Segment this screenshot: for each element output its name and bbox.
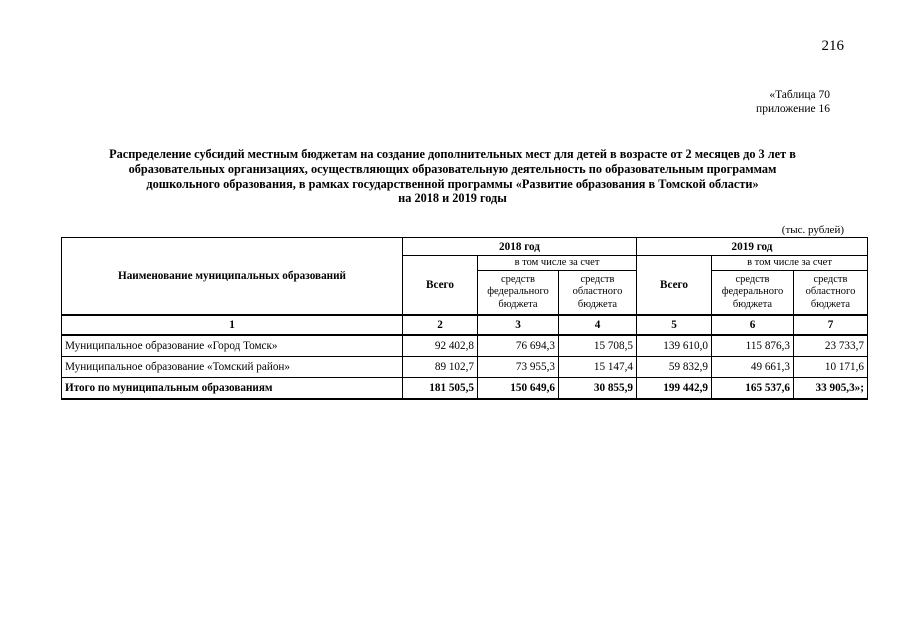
appendix-ref-line: приложение 16	[756, 103, 830, 115]
column-number: 1	[62, 315, 403, 335]
cell-value: 181 505,5	[403, 378, 478, 400]
header-total-2019: Всего	[637, 256, 712, 316]
cell-value: 115 876,3	[712, 335, 794, 357]
header-federal-2019: средств федерального бюджета	[712, 271, 794, 316]
column-number: 6	[712, 315, 794, 335]
title-line: на 2018 и 2019 годы	[398, 191, 507, 206]
units-label: (тыс. рублей)	[781, 224, 844, 236]
header-including-2018: в том числе за счет	[478, 256, 637, 271]
column-number: 7	[794, 315, 868, 335]
header-federal-2018: средств федерального бюджета	[478, 271, 559, 316]
cell-value: 139 610,0	[637, 335, 712, 357]
municipality-name: Муниципальное образование «Томский район»	[62, 357, 403, 378]
table-ref-line: «Таблица 70	[769, 89, 830, 101]
cell-value: 73 955,3	[478, 357, 559, 378]
subsidy-table	[61, 237, 868, 400]
table-row	[62, 357, 868, 378]
cell-value: 59 832,9	[637, 357, 712, 378]
cell-value: 165 537,6	[712, 378, 794, 400]
header-municipality: Наименование муниципальных образований	[62, 238, 403, 316]
cell-value: 15 147,4	[559, 357, 637, 378]
header-year-2019: 2019 год	[637, 238, 868, 256]
column-number: 5	[637, 315, 712, 335]
document-title	[40, 147, 865, 206]
header-total-2018: Всего	[403, 256, 478, 316]
cell-value: 92 402,8	[403, 335, 478, 357]
cell-value: 89 102,7	[403, 357, 478, 378]
column-number: 3	[478, 315, 559, 335]
table-reference	[640, 88, 830, 116]
cell-value: 15 708,5	[559, 335, 637, 357]
total-row	[62, 378, 868, 400]
column-number: 2	[403, 315, 478, 335]
cell-value: 150 649,6	[478, 378, 559, 400]
total-label: Итого по муниципальным образованиям	[62, 378, 403, 400]
header-regional-2019: средств областного бюджета	[794, 271, 868, 316]
table-row	[62, 335, 868, 357]
title-line: Распределение субсидий местным бюджетам на создание дополнительных мест для детей в возрасте от 2 месяцев до 3 лет в	[109, 147, 796, 161]
column-number: 4	[559, 315, 637, 335]
municipality-name: Муниципальное образование «Город Томск»	[62, 335, 403, 357]
cell-value: 30 855,9	[559, 378, 637, 400]
cell-value: 199 442,9	[637, 378, 712, 400]
page-number: 216	[821, 38, 844, 54]
header-including-2019: в том числе за счет	[712, 256, 868, 271]
cell-value: 49 661,3	[712, 357, 794, 378]
title-line: образовательных организациях, осуществляющих образовательную деятельность по образовательным программам	[128, 161, 777, 176]
cell-value: 23 733,7	[794, 335, 868, 357]
cell-value: 33 905,3»;	[794, 378, 868, 400]
cell-value: 10 171,6	[794, 357, 868, 378]
header-regional-2018: средств областного бюджета	[559, 271, 637, 316]
header-year-2018: 2018 год	[403, 238, 637, 256]
cell-value: 76 694,3	[478, 335, 559, 357]
title-line: дошкольного образования, в рамках государственной программы «Развитие образования в Томской области»	[146, 176, 759, 191]
